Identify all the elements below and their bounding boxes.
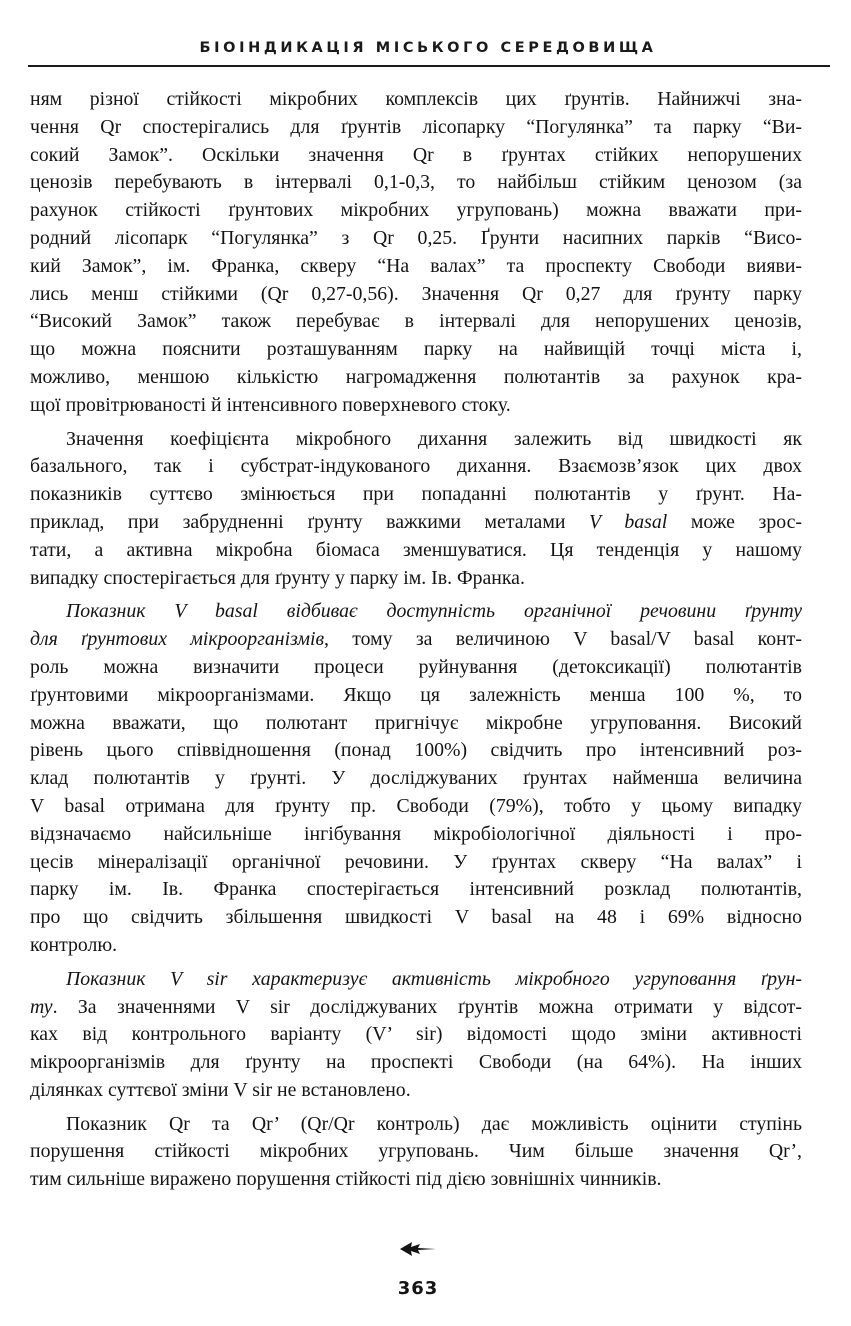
header-rule [28,65,830,67]
italic-term: V basal [589,510,668,533]
text-line [30,626,802,654]
text-run: приклад, при забрудненні ґрунту важкими металами [30,510,566,533]
text-line: щої провітрюваності й інтенсивного поверхневого стоку. [30,393,511,416]
text-line: Значення коефіцієнта мікробного дихання залежить від швидкості як [66,427,802,450]
text-line [30,509,802,537]
text-line: кий Замок”, ім. Франка, скверу “На валах” та проспекту Свободи вияви- [30,254,802,277]
text-line: V basal отримана для ґрунту пр. Свободи (79%), тобто у цьому випадку [30,794,802,817]
text-line: тати, а активна мікробна біомаса зменшуватися. Ця тенденція у нашому [30,538,802,561]
text-line: цесів мінералізації органічної речовини. У ґрунтах скверу “На валах” і [30,850,802,873]
text-line: можливо, меншою кількістю нагромадження полютантів за рахунок кра- [30,365,802,388]
text-line [30,994,802,1022]
text-line: Показник V basal відбиває доступність органічної речовини ґрунту [66,600,802,623]
text-line: ділянках суттєвої зміни V sir не встановлено. [30,1078,411,1101]
paragraph-5 [30,1111,802,1194]
text-line: ценозів перебувають в інтервалі 0,1-0,3, то найбільш стійким ценозом (за [30,171,802,194]
text-line: тим сильніше виражено порушення стійкості під дією зовнішніх чинників. [30,1168,662,1191]
text-line: мікроорганізмів для ґрунту на проспекті Свободи (на 64%). На інших [30,1051,802,1074]
running-title: БІОІНДИКАЦІЯ МІСЬКОГО СЕРЕДОВИЩА [199,40,657,56]
paragraph-4 [30,966,802,1105]
text-line: Показник V sir характеризує активність мікробного угруповання ґрун- [66,967,802,990]
text-line: випадку спостерігається для ґрунту у парку ім. Ів. Франка. [30,566,525,589]
text-line: сокий Замок”. Оскільки значення Qr в ґрунтах стійких непорушених [30,143,802,166]
text-line: порушення стійкості мікробних угруповань. Чим більше значення Qr’, [30,1140,802,1163]
text-line: базального, так і субстрат-індукованого дихання. Взаємозв’язок цих двох [30,455,802,478]
text-line: ням різної стійкості мікробних комплексів цих ґрунтів. Найнижчі зна- [30,88,802,110]
text-line: лись менш стійкими (Qr 0,27-0,56). Значення Qr 0,27 для ґрунту парку [30,282,802,305]
text-line: що можна пояснити розташуванням парку на найвищій точці міста і, [30,338,802,361]
text-line: чення Qr спостерігались для ґрунтів лісопарку “Погулянка” та парку “Ви- [30,115,802,138]
italic-term: для ґрунтових мікроорганізмів [30,628,325,651]
text-line: рівень цього співвідношення (понад 100%) свідчить про інтенсивний роз- [30,739,802,762]
text-line: “Високий Замок” також перебуває в інтервалі для непорушених ценозів, [30,310,802,333]
text-line: показників суттєво змінюється при попаданні полютантів у ґрунт. На- [30,483,802,506]
arrow-bird-ornament-icon [398,1238,438,1260]
text-line: роль можна визначити процеси руйнування (детоксикації) полютантів [30,655,802,678]
text-run: , тому за величиною V basal/V basal конт- [324,628,802,651]
text-line: ках від контрольного варіанту (V’ sir) відомості щодо зміни активності [30,1023,802,1046]
text-run: може зрос- [690,510,802,533]
text-line: про що свідчить збільшення швидкості V basal на 48 і 69% відносно [30,906,802,929]
italic-term: ту [30,995,53,1018]
text-line: контролю. [30,933,118,956]
paragraph-3 [30,598,802,959]
text-line: ґрунтовими мікроорганізмами. Якщо ця залежність менша 100 %, то [30,683,802,706]
body-text [30,86,802,1200]
text-line: парку ім. Ів. Франка спостерігається інтенсивний розклад полютантів, [30,878,802,901]
text-line: клад полютантів у ґрунті. У досліджуваних ґрунтах найменша величина [30,767,802,790]
paragraph-1 [30,86,802,420]
paragraph-2 [30,426,802,593]
page-number: 363 [397,1278,439,1299]
text-line: Показник Qr та Qr’ (Qr/Qr контроль) дає можливість оцінити ступінь [66,1112,802,1135]
text-line: можна вважати, що полютант пригнічує мікробне угруповання. Високий [30,711,802,734]
text-line: родний лісопарк “Погулянка” з Qr 0,25. Ґрунти насипних парків “Висо- [30,226,802,249]
text-line: відзначаємо найсильніше інгібування мікробіологічної діяльності і про- [30,822,802,845]
text-run: . За значеннями V sir досліджуваних ґрунтів можна отримати у відсот- [52,995,802,1018]
text-line: рахунок стійкості ґрунтових мікробних угруповань) можна вважати при- [30,199,802,222]
